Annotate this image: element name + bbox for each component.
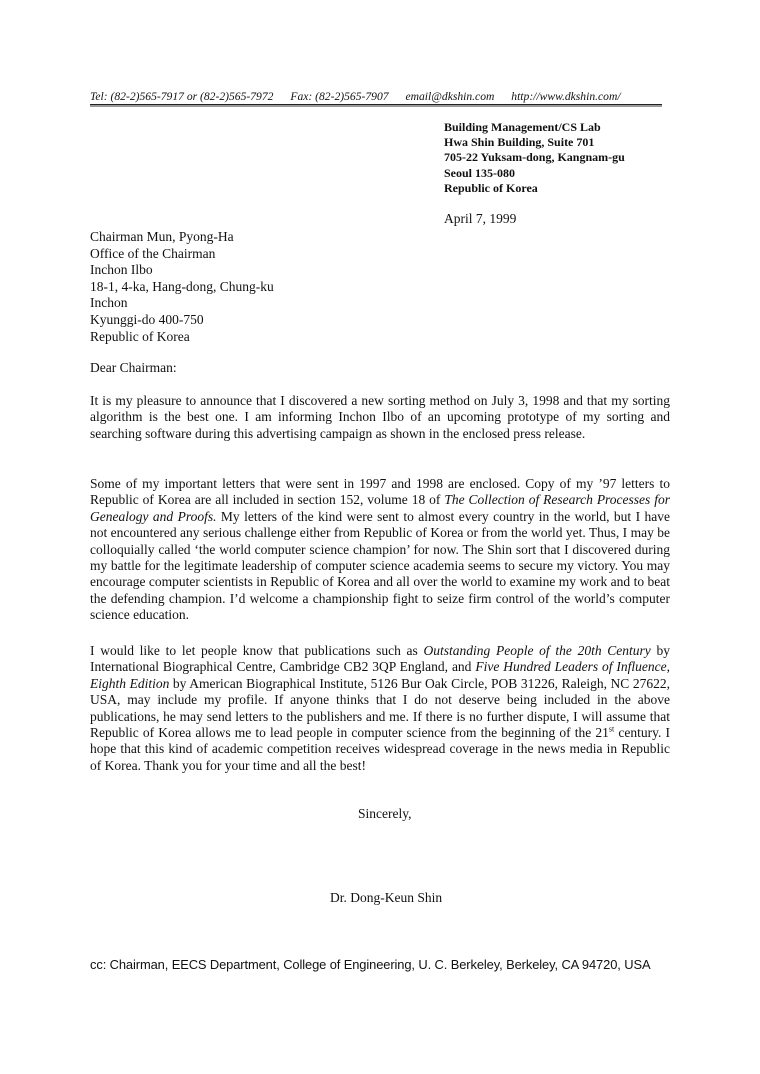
recipient-address-line: 18-1, 4-ka, Hang-dong, Chung-ku <box>90 278 274 294</box>
paragraph-text: , <box>666 659 670 675</box>
paragraph-text: Some of my important letters that were sent in 1997 and 1998 are enclosed. Copy of my ’97 letters to Republic of Korea are all included in section 152, volume 18 of <box>90 476 670 508</box>
closing: Sincerely, <box>358 806 412 821</box>
cc-line: cc: Chairman, EECS Department, College of Engineering, U. C. Berkeley, Berkeley, CA 94720, USA <box>90 957 651 972</box>
paragraph-text: by American Biographical Institute, 5126 Bur Oak Circle, POB 31226, Raleigh, NC 27622, USA, may include my profile. If anyone thinks that I do not deserve being included in the above publications, he may send letters to the publishers and me. If there is no further dispute, I will assume that Republic of Korea allows me to lead people in computer science from the beginning of the 21 <box>90 675 671 741</box>
sender-address-line: Republic of Korea <box>444 180 538 195</box>
paragraph-text: by International Biographical Centre, Cambridge CB2 3QP England, and <box>90 643 670 675</box>
publication-title: The Collection of Research Processes for Genealogy and Proofs. <box>90 492 670 524</box>
body-paragraph-1: It is my pleasure to announce that I discovered a new sorting method on July 3, 1998 and that my sorting algorithm is the best one. I am informing Inchon Ilbo of an upcoming prototype of my sorting and searching software during this advertising campaign as shown in the enclosed press release. <box>90 393 670 441</box>
paragraph-text: My letters of the kind were sent to almost every country in the world, but I have not encountered any serious challenge either from Republic of Korea or from the world yet. Thus, I may be colloquially called ‘the world computer science champion’ for now. The Shin sort that I discovered during my battle for the legitimate leadership of computer science academia seems to secure my victory. You may encourage computer scientists in Republic of Korea and all over the world to examine my work and to beat the defending champion. I’d welcome a championship fight to seize firm control of the world’s computer science education. <box>90 508 671 623</box>
body-paragraph-3 <box>90 643 670 774</box>
sender-address <box>444 120 625 196</box>
recipient-address <box>90 229 274 345</box>
signature-name: Dr. Dong-Keun Shin <box>330 890 443 905</box>
body-paragraph-2 <box>90 476 670 624</box>
recipient-address-line: Inchon Ilbo <box>90 262 153 278</box>
sender-address-line: Hwa Shin Building, Suite 701 <box>444 135 595 150</box>
publication-edition: Eighth Edition <box>90 675 170 691</box>
email-address: email@dkshin.com <box>405 90 495 103</box>
publication-title: Five Hundred Leaders of Influence <box>475 659 667 675</box>
ordinal-superscript: st <box>608 724 615 734</box>
paragraph-text: I would like to let people know that publications such as <box>90 643 424 658</box>
telephone-numbers: Tel: (82-2)565-7917 or (82-2)565-7972 <box>90 90 274 103</box>
letter-date: April 7, 1999 <box>444 211 517 226</box>
publication-title: Outstanding People of the 20th Century <box>423 643 651 658</box>
salutation: Dear Chairman: <box>90 360 177 375</box>
sender-address-line: Building Management/CS Lab <box>444 120 601 134</box>
paragraph-text: century. I hope that this kind of academic competition receives widespread coverage in the news media in Republic of Korea. Thank you for your time and all the best! <box>90 725 670 773</box>
recipient-address-line: Republic of Korea <box>90 328 190 344</box>
recipient-address-line: Inchon <box>90 295 128 311</box>
recipient-address-line: Office of the Chairman <box>90 245 216 261</box>
website-url: http://www.dkshin.com/ <box>511 90 621 103</box>
fax-number: Fax: (82-2)565-7907 <box>290 90 389 103</box>
sender-address-line: 705-22 Yuksam-dong, Kangnam-gu <box>444 150 625 165</box>
recipient-address-line: Chairman Mun, Pyong-Ha <box>90 229 234 244</box>
sender-address-line: Seoul 135-080 <box>444 165 516 180</box>
letterhead-contact-line <box>90 90 662 105</box>
recipient-address-line: Kyunggi-do 400-750 <box>90 311 204 327</box>
